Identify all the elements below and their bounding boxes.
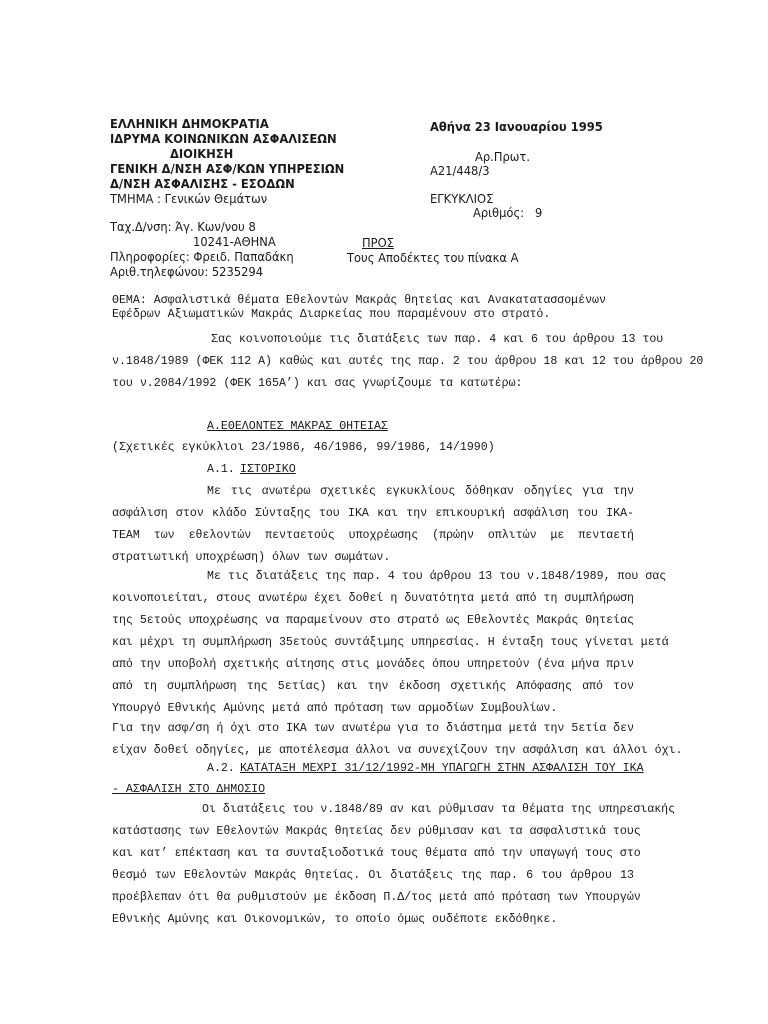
section-a2-title-continued: - ΑΣΦΑΛΙΣΗ ΣΤΟ ΔΗΜΟΣΙΟ [112, 783, 266, 796]
subject-line-1: ΘΕΜΑ: Ασφαλιστικά θέματα Εθελοντών Μακράς θητείας και Ανακατατασσομένων [112, 294, 606, 307]
section-a2-title: ΚΑΤΑΤΑΞΗ ΜΕΧΡΙ 31/12/1992-ΜΗ ΥΠΑΓΩΓΗ ΣΤΗΝ ΑΣΦΑΛΙΣΗ ΤΟΥ ΙΚΑ [240, 762, 644, 775]
p3-line-2: είχαν δοθεί οδηγίες, με αποτέλεσμα άλλοι να συνεχίζουν την ασφάλιση και άλλοι όχι. [112, 744, 683, 757]
paragraph-history [112, 481, 634, 569]
p3-line-1: Για την ασφ/ση ή όχι στο ΙΚΑ των ανωτέρω για το διάστημα μετά την 5ετία δεν [112, 722, 634, 735]
circular-number-value: 9 [535, 205, 543, 220]
paragraph-insurance-status [112, 718, 683, 762]
intro-line-3: του ν.2084/1992 (ΦΕΚ 165Α’) και σας γνωρίζουμε τα κατωτέρω: [112, 377, 523, 390]
p4-line-3: και κατ’ επέκταση και τα συνταξιοδοτικά τους θέματα από την υπαγωγή τους στο [112, 847, 641, 860]
postal-city: 10241-ΑΘΗΝΑ [193, 234, 276, 249]
recipients-label: ΠΡΟΣ [362, 235, 394, 250]
section-a1-title: ΙΣΤΟΡΙΚΟ [240, 463, 296, 476]
protocol-label: Αρ.Πρωτ. [475, 149, 530, 164]
p2-line-6: από τη συμπλήρωση της 5ετίας) και την έκδοση σχετικής Απόφασης από τον [112, 680, 634, 693]
recipients-value: Τους Αποδέκτες του πίνακα Α [347, 250, 519, 265]
p2-line-7: Υπουργό Εθνικής Αμύνης μετά από πρόταση των αρμοδίων Συμβουλίων. [112, 702, 558, 715]
paragraph-regulation [112, 799, 676, 931]
p1-line-2: ασφάλιση στον κλάδο Σύνταξης του ΙΚΑ και την επικουρική ασφάλιση του ΙΚΑ- [112, 507, 634, 520]
protocol-number: Α21/448/3 [430, 163, 490, 178]
subject-line-2: Εφέδρων Αξιωματικών Μακράς Διαρκείας που παραμένουν στο στρατό. [112, 308, 551, 321]
document-date: Αθήνα 23 Ιανουαρίου 1995 [430, 119, 603, 134]
p1-line-3: ΤΕΑΜ των εθελοντών πενταετούς υποχρέωσης (πρώην οπλιτών με πενταετή [112, 529, 634, 542]
circular-number-label: Αριθμός: [473, 205, 525, 220]
p4-line-1: Οι διατάξεις του ν.1848/89 αν και ρύθμισαν τα θέματα της υπηρεσιακής [202, 803, 676, 816]
p2-line-1: Με τις διατάξεις της παρ. 4 του άρθρου 13 του ν.1848/1989, που σας [207, 570, 667, 583]
intro-line-2: ν.1848/1989 (ΦΕΚ 112 Α) καθώς και αυτές της παρ. 2 του άρθρου 18 και 12 του άρθρου 20 [112, 355, 704, 368]
p4-line-5: προέβλεπαν ότι θα ρυθμιστούν με έκδοση Π.Δ/τος μετά από πρόταση των Υπουργών [112, 891, 641, 904]
issuer-directorate: Δ/ΝΣΗ ΑΣΦΑΛΙΣΗΣ - ΕΣΟΔΩΝ [110, 176, 295, 191]
p2-line-5: από την υποβολή σχετικής αίτησης στις μονάδες όπου υπηρετούν (ένα μήνα πριν [112, 658, 634, 671]
p2-line-3: της 5ετούς υποχρέωσης να παραμείνουν στο στρατό ως Εθελοντές Μακράς Θητείας [112, 614, 634, 627]
postal-address: Ταχ.Δ/νση: Άγ. Κων/νου 8 [110, 219, 256, 234]
intro-line-1: Σας κοινοποιούμε τις διατάξεις των παρ. 4 και 6 του άρθρου 13 του [211, 333, 664, 346]
issuer-country: ΕΛΛΗΝΙΚΗ ΔΗΜΟΚΡΑΤΙΑ [110, 116, 269, 131]
section-a-references: (Σχετικές εγκύκλιοι 23/1986, 46/1986, 99/1986, 14/1990) [112, 441, 495, 454]
issuer-administration: ΔΙΟΙΚΗΣΗ [170, 146, 234, 161]
p2-line-4: και μέχρι τη συμπλήρωση 35ετούς συντάξιμης υπηρεσίας. Η ένταξη τους γίνεται μετά [112, 636, 669, 649]
circular-label: ΕΓΚΥΚΛΙΟΣ [430, 191, 494, 206]
section-a1-number: Α.1. [207, 463, 235, 476]
p2-line-2: κοινοποιείται, στους ανωτέρω έχει δοθεί η δυνατότητα μετά από τη συμπλήρωση [112, 592, 634, 605]
intro-paragraph [112, 329, 704, 395]
section-a-title: Α.ΕΘΕΛΟΝΤΕΣ ΜΑΚΡΑΣ ΘΗΤΕΙΑΣ [207, 420, 388, 433]
p4-line-4: θεσμό των Εθελοντών Μακράς θητείας. Οι διατάξεις της παρ. 6 του άρθρου 13 [112, 869, 634, 882]
issuer-general-directorate: ΓΕΝΙΚΗ Δ/ΝΣΗ ΑΣΦ/ΚΩΝ ΥΠΗΡΕΣΙΩΝ [110, 161, 345, 176]
p4-line-2: κατάστασης των Εθελοντών Μακράς θητείας δεν ρύθμισαν και τα ασφαλιστικά τους [112, 825, 641, 838]
phone-number: Αριθ.τηλεφώνου: 5235294 [110, 264, 264, 279]
p1-line-1: Με τις ανωτέρω σχετικές εγκυκλίους δόθηκαν οδηγίες για την [207, 485, 634, 498]
paragraph-provisions [112, 566, 669, 720]
section-a2-number: Α.2. [207, 762, 235, 775]
p4-line-6: Εθνικής Αμύνης και Οικονομικών, το οποίο όμως ουδέποτε εκδόθηκε. [112, 913, 558, 926]
information-contact: Πληροφορίες: Φρειδ. Παπαδάκη [110, 249, 294, 264]
issuer-organization: ΙΔΡΥΜΑ ΚΟΙΝΩΝΙΚΩΝ ΑΣΦΑΛΙΣΕΩΝ [110, 131, 337, 146]
p1-line-4: στρατιωτική υποχρέωση) όλων των σωμάτων. [112, 551, 391, 564]
issuer-department: ΤΜΗΜΑ : Γενικών Θεμάτων [110, 191, 268, 206]
